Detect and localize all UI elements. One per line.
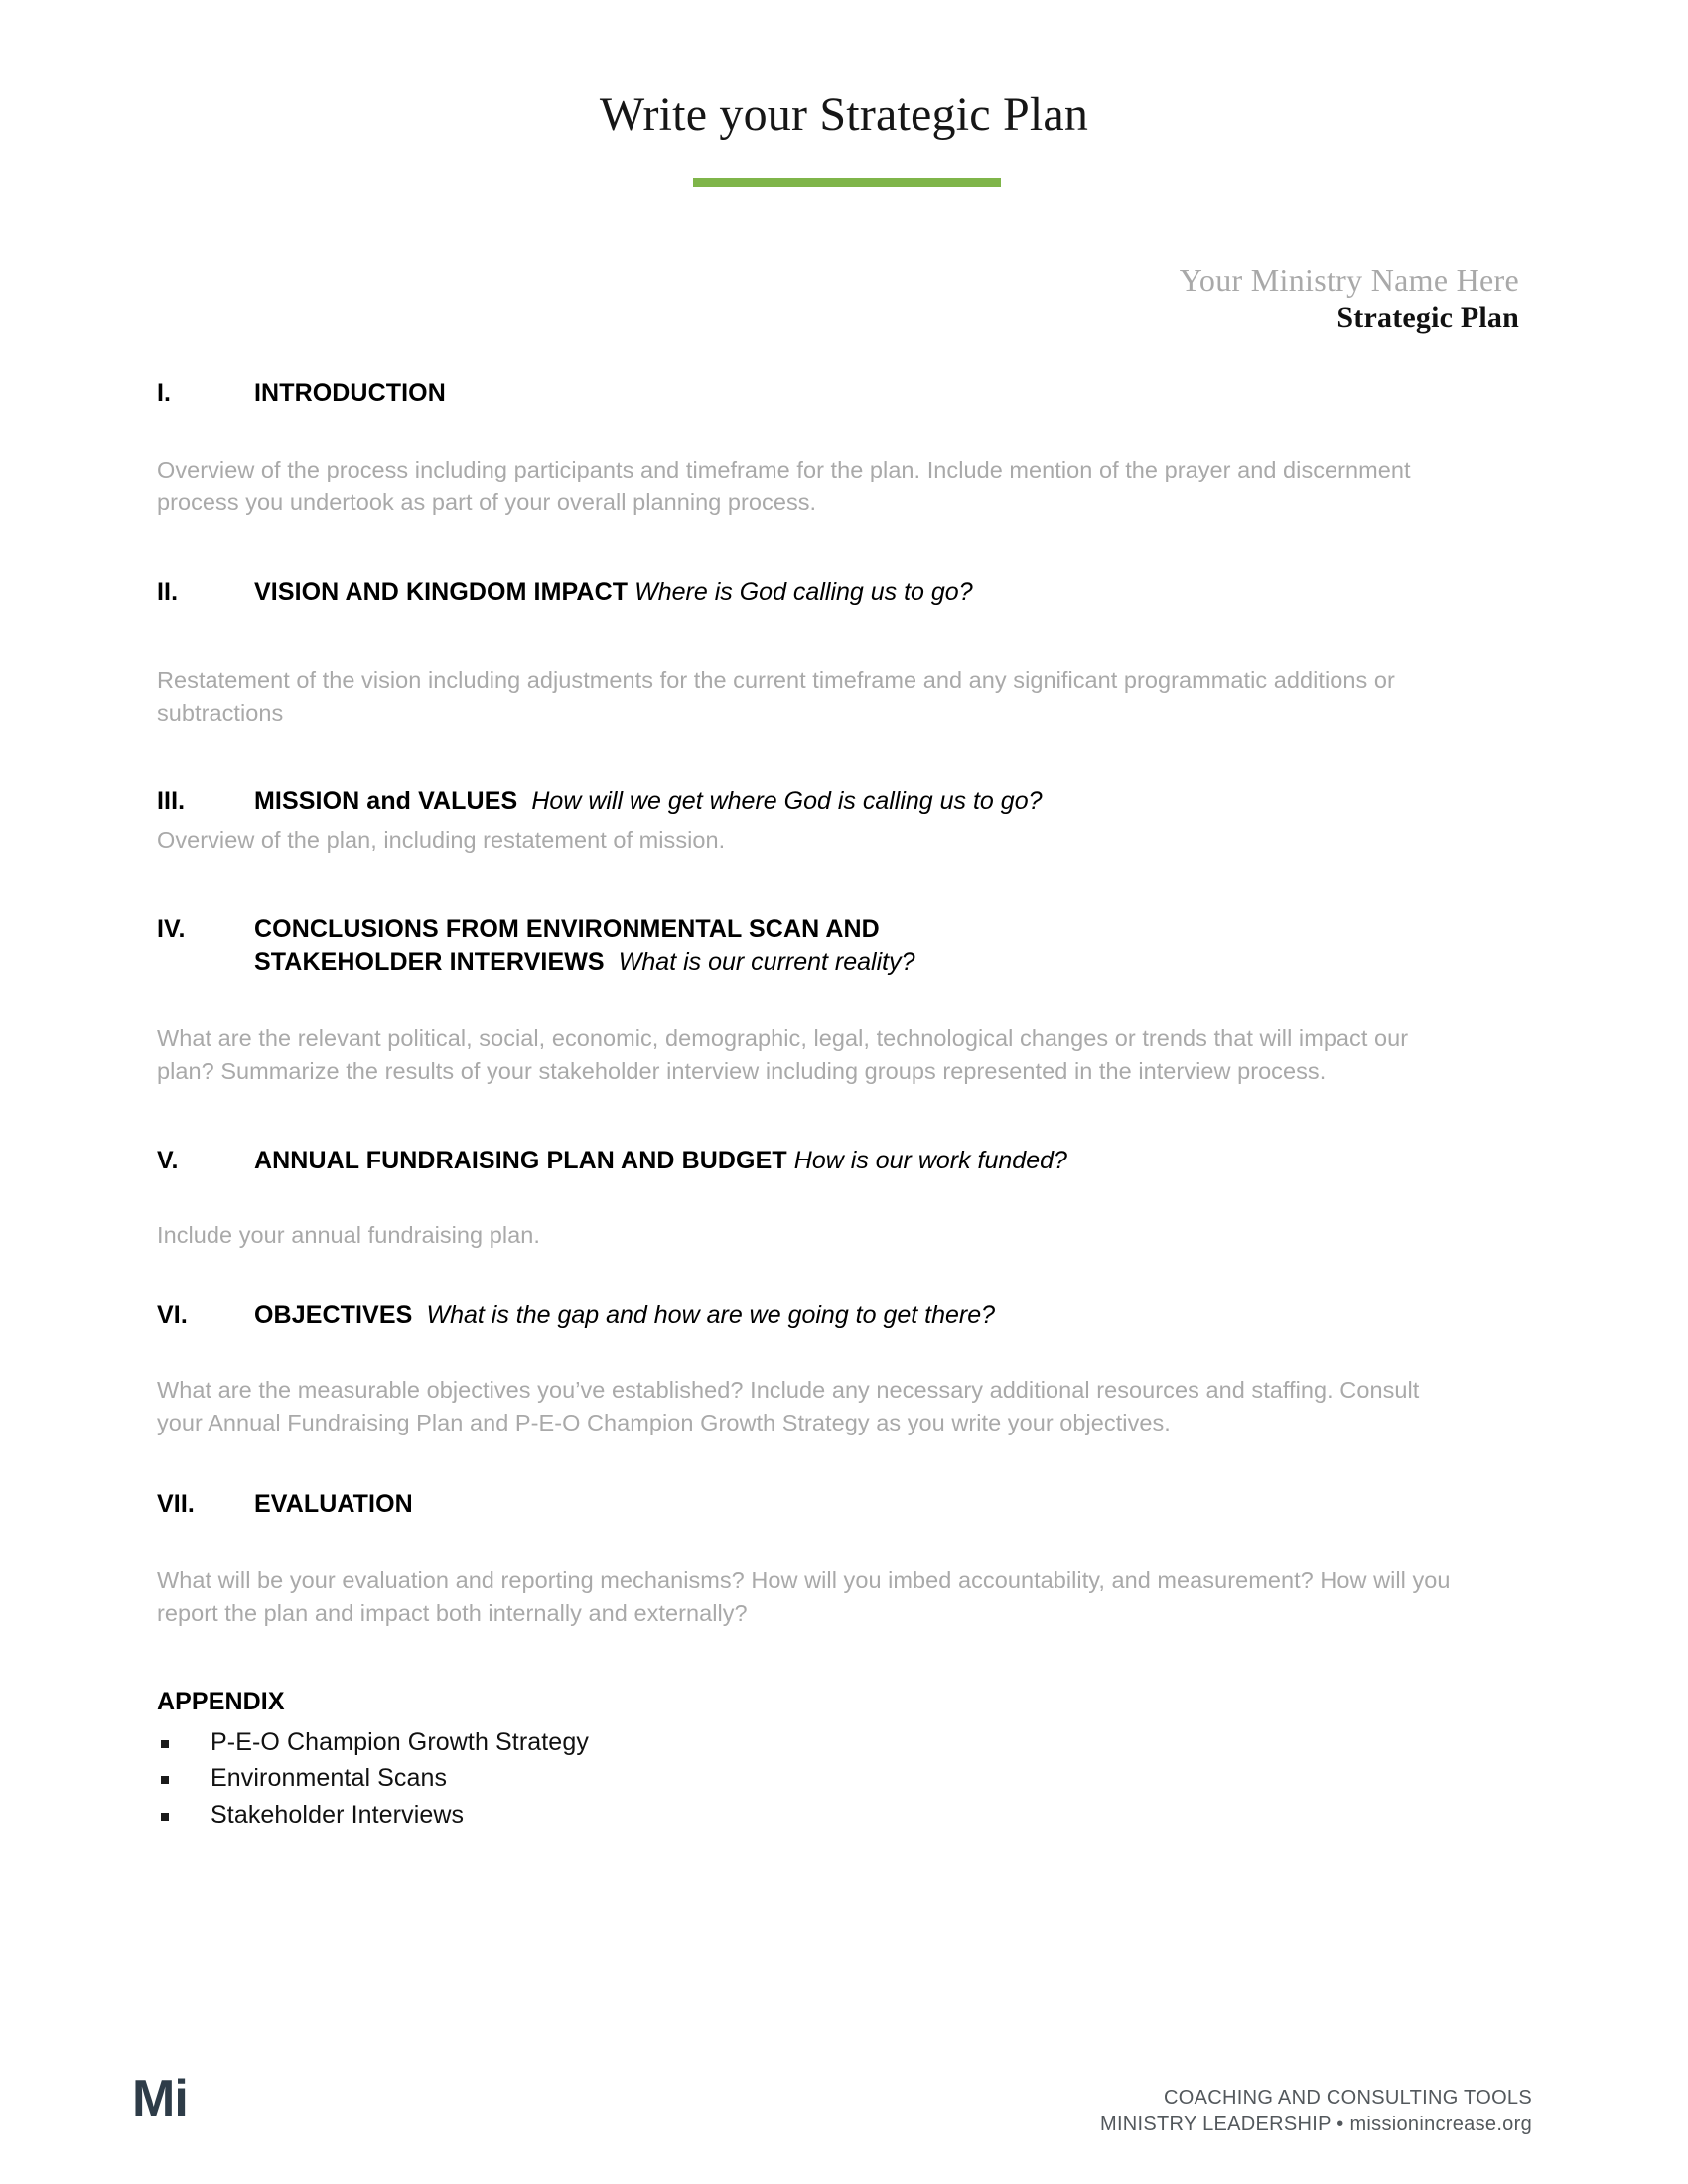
square-bullet-icon bbox=[161, 1776, 169, 1784]
section-mission-and-values bbox=[157, 785, 1487, 857]
section-heading bbox=[157, 576, 1487, 609]
section-question: Where is God calling us to go? bbox=[634, 577, 973, 606]
square-bullet-icon bbox=[161, 1813, 169, 1821]
section-conclusions-environmental-scan bbox=[157, 913, 1487, 1089]
section-title: VISION AND KINGDOM IMPACT bbox=[254, 577, 629, 606]
section-body: What are the relevant political, social, economic, demographic, legal, technological changes or trends that will impact our plan? Summarize the results of your stakeholder interview including groups represented in the interview process. bbox=[157, 1024, 1409, 1085]
list-item-label: Environmental Scans bbox=[211, 1764, 448, 1793]
list-item bbox=[157, 1724, 1487, 1761]
appendix-heading: APPENDIX bbox=[157, 1688, 285, 1716]
section-numeral: I. bbox=[157, 379, 172, 407]
footer-text bbox=[1100, 2085, 1532, 2138]
section-title-line-2: STAKEHOLDER INTERVIEWS bbox=[254, 947, 605, 976]
document-body bbox=[157, 377, 1487, 1833]
section-introduction bbox=[157, 377, 1487, 520]
section-body: What are the measurable objectives you’ve established? Include any necessary additional resources and staffing. Consult your Annual Fundraising Plan and P-E-O Champion Growth Strategy as you write your objectives. bbox=[157, 1376, 1420, 1436]
section-question: What is the gap and how are we going to get there? bbox=[426, 1300, 996, 1329]
section-numeral: V. bbox=[157, 1146, 179, 1174]
section-vision-and-kingdom-impact bbox=[157, 576, 1487, 731]
section-title: MISSION and VALUES bbox=[254, 787, 518, 816]
section-question: How will we get where God is calling us to go? bbox=[531, 787, 1043, 816]
section-annual-fundraising-plan-and-budget bbox=[157, 1145, 1487, 1252]
ministry-name: Your Ministry Name Here bbox=[1179, 262, 1519, 298]
mission-increase-logo: Mi bbox=[132, 2070, 188, 2127]
section-numeral: VII. bbox=[157, 1489, 195, 1518]
section-appendix bbox=[157, 1686, 1487, 1833]
section-body: Overview of the plan, including restatement of mission. bbox=[157, 827, 726, 854]
section-numeral: III. bbox=[157, 787, 186, 816]
section-numeral: II. bbox=[157, 577, 179, 606]
section-body: Overview of the process including participants and timeframe for the plan. Include mention of the prayer and discernment process you undertook as part of your overall planning process. bbox=[157, 457, 1411, 516]
section-body: Include your annual fundraising plan. bbox=[157, 1221, 540, 1248]
section-body: What will be your evaluation and reporting mechanisms? How will you imbed accountability, and measurement? How will you report the plan and impact both internally and externally? bbox=[157, 1567, 1451, 1626]
ministry-header bbox=[596, 261, 1519, 337]
page-title: Write your Strategic Plan bbox=[599, 88, 1089, 141]
section-heading bbox=[157, 1145, 1487, 1177]
appendix-list bbox=[157, 1724, 1487, 1834]
footer-line-1: COACHING AND CONSULTING TOOLS bbox=[1164, 2087, 1532, 2109]
title-accent-rule bbox=[693, 178, 1001, 187]
section-numeral: VI. bbox=[157, 1300, 188, 1329]
section-question: How is our work funded? bbox=[793, 1146, 1067, 1174]
list-item-label: P-E-O Champion Growth Strategy bbox=[211, 1727, 589, 1756]
list-item-label: Stakeholder Interviews bbox=[211, 1800, 465, 1829]
section-evaluation bbox=[157, 1488, 1487, 1631]
footer-line-2: MINISTRY LEADERSHIP • missionincrease.org bbox=[1099, 2113, 1532, 2135]
section-body: Restatement of the vision including adjustments for the current timeframe and any significant programmatic additions or subtractions bbox=[157, 666, 1395, 727]
section-heading bbox=[157, 785, 1487, 818]
section-heading bbox=[157, 377, 1487, 410]
ministry-subtitle: Strategic Plan bbox=[1336, 301, 1519, 335]
section-numeral: IV. bbox=[157, 914, 186, 943]
section-title: EVALUATION bbox=[254, 1489, 413, 1518]
list-item bbox=[157, 1797, 1487, 1834]
section-objectives bbox=[157, 1299, 1487, 1440]
section-heading bbox=[157, 1488, 1487, 1521]
section-heading bbox=[157, 913, 1487, 979]
section-title: INTRODUCTION bbox=[254, 379, 446, 407]
list-item bbox=[157, 1760, 1487, 1797]
section-question: What is our current reality? bbox=[618, 947, 915, 976]
section-title: OBJECTIVES bbox=[254, 1300, 413, 1329]
square-bullet-icon bbox=[161, 1740, 169, 1748]
section-heading bbox=[157, 1299, 1487, 1332]
section-title-line-1: CONCLUSIONS FROM ENVIRONMENTAL SCAN AND bbox=[254, 914, 880, 943]
section-title: ANNUAL FUNDRAISING PLAN AND BUDGET bbox=[254, 1146, 787, 1174]
